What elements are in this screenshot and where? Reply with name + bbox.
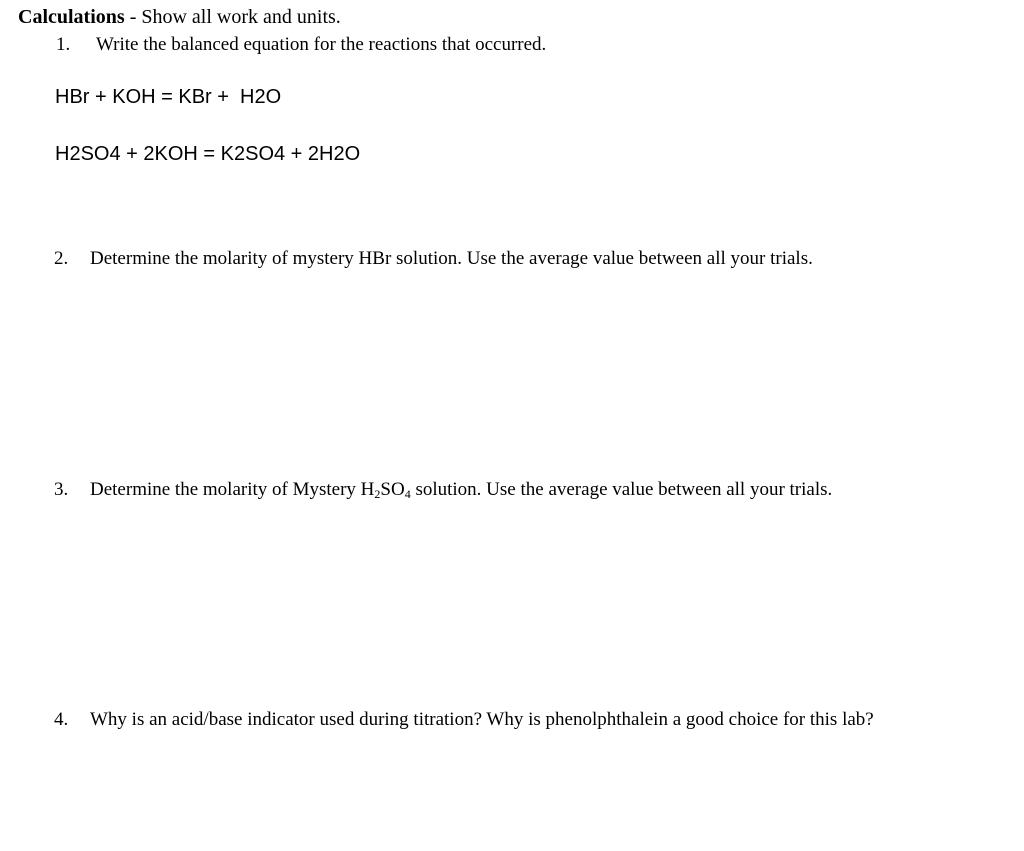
answer-equation-h2so4-koh: H2SO4 + 2KOH = K2SO4 + 2H2O: [55, 143, 361, 165]
subscript-2: 2: [374, 487, 381, 501]
question-3-number: 3.: [54, 479, 69, 500]
question-4-number: 4.: [54, 709, 69, 730]
question-3-text-so: SO: [380, 479, 405, 500]
question-2-text: Determine the molarity of mystery HBr solution. Use the average value between all your trials.: [90, 248, 813, 269]
question-4-text: Why is an acid/base indicator used during titration? Why is phenolphthalein a good choice for this lab?: [90, 709, 874, 730]
question-1-text: Write the balanced equation for the reactions that occurred.: [96, 34, 547, 55]
question-3-text: [90, 479, 832, 501]
question-1-number: 1.: [56, 34, 71, 55]
section-heading: [18, 6, 341, 29]
heading-instruction: - Show all work and units.: [124, 6, 341, 28]
question-2-number: 2.: [54, 248, 69, 269]
subscript-4: 4: [404, 487, 411, 501]
question-3-text-start: Determine the molarity of Mystery H: [90, 479, 375, 500]
answer-equation-hbr-koh: HBr + KOH = KBr + H2O: [55, 86, 282, 108]
question-3-text-end: solution. Use the average value between all your trials.: [410, 479, 833, 500]
heading-title: Calculations: [18, 6, 125, 28]
